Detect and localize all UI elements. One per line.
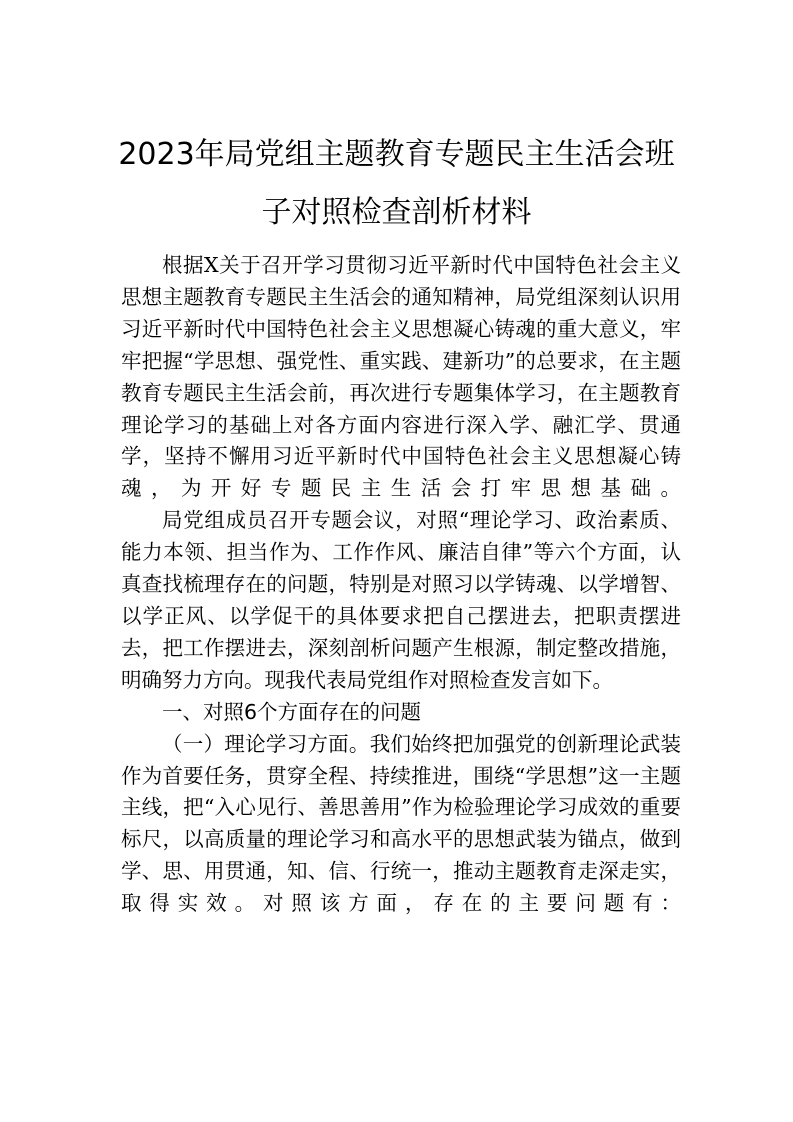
body-paragraph-2: 局党组成员召开专题会议，对照“理论学习、政治素质、能力本领、担当作为、工作作风、廉洁自律”等六个方面，认真查找梳理存在的问题，特别是对照习以学铸魂、以学增智、以学正风、以学促干的具体要求把自己摆进去，把职责摆进去，把工作摆进去，深刻剖析问题产生根源，制定整改措施，明确努力方向。现我代表局党组作对照检查发言如下。	[121, 508, 681, 692]
section-heading: 一、对照6个方面存在的问题	[162, 699, 422, 724]
section-paragraph: （一）理论学习方面。我们始终把加强党的创新理论武装作为首要任务，贯穿全程、持续推进，围绕“学思想”这一主题主线，把“入心见行、善思善用”作为检验理论学习成效的重要标尺，以高质量的理论学习和高水平的思想武装为锚点，做到学、思、用贯通，知、信、行统一，推动主题教育走深走实，取得实效。对照该方面，存在的主要问题有：	[121, 731, 681, 916]
document-title-line-2: 子对照检查剖析材料	[261, 195, 532, 230]
body-paragraph-1: 根据X关于召开学习贯彻习近平新时代中国特色社会主义思想主题教育专题民主生活会的通知精神，局党组深刻认识用习近平新时代中国特色社会主义思想凝心铸魂的重大意义，牢牢把握“学思想、强党性、重实践、建新功”的总要求，在主题教育专题民主生活会前，再次进行专题集体学习，在主题教育理论学习的基础上对各方面内容进行深入学、融汇学、贯通学，坚持不懈用习近平新时代中国特色社会主义思想凝心铸魂，为开好专题民主生活会打牢思想基础。	[121, 253, 681, 501]
document-title-line-1: 2023年局党组主题教育专题民主生活会班	[118, 137, 675, 172]
document-body	[121, 250, 681, 920]
